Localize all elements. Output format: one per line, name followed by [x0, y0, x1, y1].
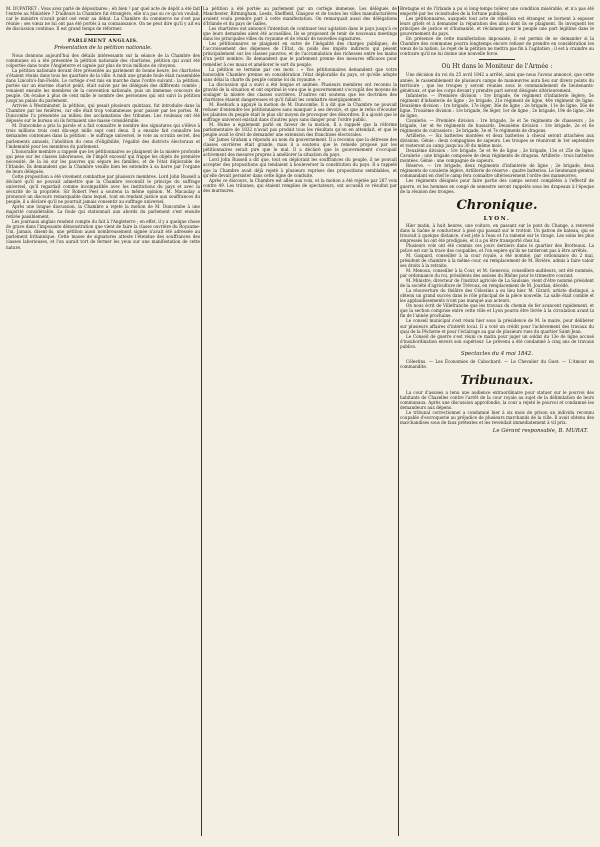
section-heading-tribunaux: Tribunaux.	[460, 372, 534, 387]
column-rule	[398, 6, 399, 836]
section-heading-spectacles: Spectacles du 4 mai 1842.	[460, 350, 534, 357]
section-heading-chronique: Chronique.	[456, 197, 538, 213]
column-2	[203, 6, 397, 836]
column-3	[400, 6, 594, 836]
gerant-signature-line: Le Gérant responsable, B. MURAT.	[492, 428, 588, 435]
paragraph: M. Duncombe a pris la parole et a fait connaître le nombre des signatures qui s'élève à trois millions trois cent dix-sept mille sept cent deux. Il a ensuite fait connaître les demandes contenues dans la pétition : le suffrage universel, le vote au scrutin secret, des parlements annuels, l'abolition du cens d'éligibilité, l'égalité des districts électoraux et l'indemnité pour les membres du parlement.	[6, 123, 200, 149]
paragraph: La cour d'assises a tenu une audience extraordinaire pour statuer sur le pourvoi des habitants de Chazelles contre l'arrêt de la cour royale au sujet de la délimitation de leurs communaux. Après une discussion approfondie, la cour a rejeté le pourvoi et condamné les demandeurs aux dépens.	[399, 389, 594, 410]
paragraph: On nous écrit de Villefranche que les travaux du chemin de fer avancent rapidement, et que la section comprise entre cette ville et Lyon pourra être livrée à la circulation avant la fin de l'année prochaine.	[399, 303, 594, 319]
lead-paragraph: M. DUPATRET : Vous avez parlé de dépositaires ; eh bien ! par quel acte de dépôt a été fait l'entrée au Ministère ? D'ailleurs la Chambre fut étrangère, elle n'a pas su ce qu'on voulait, car le ministre n'avait point osé venir au débat. La Chambre du commerce ne s'est pas réunie ; ses vœux ne lui ont pas été portés à sa connaissance. On ne peut dire qu'il y ait eu de discussion continue. Il est grand temps de réformer.	[6, 6, 200, 32]
section-heading-parlement: PARLEMENT ANGLAIS.	[67, 38, 139, 45]
paragraph: La réouverture du théâtre des Célestins a eu lieu hier. M. Girard, artiste distingué, a obtenu un grand succès dans le rôle principal de la pièce nouvelle. La salle était comble et les applaudissements n'ont pas manqué aux acteurs.	[399, 288, 594, 304]
paragraph: En présence de cette manifestation imposante, il est permis de se demander si la Chambre des communes pourra longtemps encore refuser de prendre en considération les vœux de la nation. Le rejet de la pétition ne mettra pas fin à l'agitation ; il est à craindre au contraire qu'il ne lui donne une nouvelle force.	[399, 36, 594, 57]
paragraph: M. Hume a également parlé en faveur de la motion. Il a rappelé que la réforme parlementaire de 1832 n'avait pas produit tous les résultats qu'on en attendait, et que le peuple avait le droit de demander une extension des franchises électorales.	[202, 122, 397, 138]
paragraph: Les chartistes ont annoncé l'intention de continuer leur agitation dans le pays jusqu'à ce que leurs demandes aient été accueillies. Ils se proposent de tenir de nouveaux meetings dans les principales villes du royaume et de réunir de nouvelles signatures.	[202, 26, 397, 42]
paragraph: Une décision du roi du 25 avril 1842 a arrêté, ainsi que nous l'avons annoncé, que cette année, le rassemblement de plusieurs camps de manœuvres aura lieu sur divers points du territoire ; que les troupes y seront réunies sous le commandement de lieutenants-généraux, et que les corps devant y prendre part seront désignés ultérieurement.	[399, 72, 594, 93]
paragraph: L'honorable membre a rappelé que les pétitionnaires se plaignent de la misère profonde qui pèse sur les classes laborieuses, de l'impôt excessif qui frappe les objets de première nécessité, de la loi sur les pauvres qui sépare les familles, et de l'état déplorable de l'Irlande. Ils demandent que la Chambre veuille bien les entendre à sa barre par l'organe de leurs délégués.	[6, 148, 200, 174]
columns	[6, 6, 594, 836]
spectacles-listing: Célestins. — Les Économies de Cabochard. — Le Chevalier du Guet. — L'Amour en commandite.	[399, 358, 594, 369]
paragraph: Le conseil municipal s'est réuni hier sous la présidence de M. le maire, pour délibérer sur plusieurs affaires d'intérêt local. Il a voté un crédit pour l'achèvement des travaux du quai de la Pêcherie et pour l'éclairage au gaz de plusieurs rues du quartier Saint-Jean.	[399, 318, 594, 334]
column-rule	[201, 6, 202, 836]
section-subheading: Présentation de la pétition nationale.	[54, 45, 152, 52]
paragraph: Artillerie. — Six batteries montées et deux batteries à cheval seront attachées aux divisions. Génie : deux compagnies de sapeurs. Les troupes se réuniront le 1er septembre et resteront au camp jusqu'au 30 du même mois.	[399, 133, 594, 149]
paragraph: Arrivée à Westminster, la pétition, qui pesait plusieurs quintaux, fut introduite dans la Chambre par les fenêtres, car elle était trop volumineuse pour passer par les portes. M. Duncombe l'a présentée au milieu des acclamations des tribunes. Les rouleaux ont été déposés sur le bureau où ils formaient une masse considérable.	[6, 103, 200, 124]
paragraph: Après ce discours, la Chambre est allée aux voix, et la motion a été rejetée par 287 voix contre 49. Les tribunes, qui étaient remplies de spectateurs, ont accueilli ce résultat par des murmures.	[202, 177, 397, 193]
section-heading-lyon: LYON.	[483, 215, 511, 222]
paragraph: Le tribunal correctionnel a condamné hier à six mois de prison un individu reconnu coupable d'escroquerie au préjudice de plusieurs marchands de la ville. Il avait obtenu des marchandises sous de faux prétextes et les revendait immédiatement à vil prix.	[399, 410, 594, 426]
paragraph: M. Roebuck a appuyé la motion de M. Duncombe. Il a dit que la Chambre ne pouvait refuser d'entendre les pétitionnaires sans manquer à ses devoirs, et que le refus d'écouter les plaintes du peuple était le plus sûr moyen de provoquer des désordres. Il a ajouté que le suffrage universel existait dans d'autres pays sans danger pour l'ordre public.	[202, 101, 397, 123]
divider	[85, 34, 121, 35]
paragraph: Les pétitionnaires, auxquels tout acte de rébellion est étranger, se bornent à exposer leurs griefs et à demander la réparation des abus dont ils se plaignent. Ils invoquent les principes de justice et d'humanité, et réclament pour le peuple une part légitime dans le gouvernement du pays.	[399, 16, 594, 37]
paragraph: La discussion qui a suivi a été longue et animée. Plusieurs membres ont reconnu la gravité de la situation et ont exprimé le vœu que le gouvernement s'occupât des moyens de soulager la misère des classes ouvrières. D'autres ont soutenu que les doctrines des chartistes étaient dangereuses et qu'il fallait les combattre énergiquement.	[202, 81, 397, 102]
paragraph: Les pétitionnaires se plaignent en outre de l'inégalité des charges publiques, de l'accroissement des dépenses de l'État, du poids des impôts indirects qui pèsent principalement sur les classes pauvres, et de l'accumulation des richesses entre les mains d'un petit nombre. Ils demandent que le parlement prenne des mesures efficaces pour remédier à ces maux et améliorer le sort du peuple.	[202, 41, 397, 67]
paragraph: M. Ministre, directeur de l'institut agricole de La Saulsaie, vient d'être nommé président de la société d'agriculture de Trévoux, en remplacement de M. Jourdan, décédé.	[399, 278, 594, 289]
paragraph: Après une longue discussion, la Chambre a rejeté la motion de M. Duncombe à une majorité considérable. La foule qui stationnait aux abords du parlement s'est ensuite retirée paisiblement.	[6, 204, 200, 220]
paragraph: Sir James Graham a répondu au nom du gouvernement. Il a reconnu que la détresse des classes ouvrières était grande, mais il a soutenu que le remède proposé par les pétitionnaires serait pire que le mal. Il a déclaré que le gouvernement s'occupait activement des mesures propres à améliorer la situation du pays.	[202, 137, 397, 158]
column-1	[6, 6, 200, 836]
section-heading-armee: Où Ht dans le Moniteur de l'Armée :	[441, 63, 553, 71]
divider	[479, 59, 515, 60]
paragraph: La pétition nationale devant être présentée au parlement de bonne heure, les chartistes s'étaient réunis dans tous les quartiers de la ville. A midi une grande foule était rassemblée dans Lincoln's-Inn-Fields. Le cortège s'est mis en marche dans l'ordre suivant : la pétition, portée sur un énorme chariot peint, était suivie par les délégués des différents comtés ; venaient ensuite les membres de la convention nationale, puis un immense concours de peuple. On évalue à plus de cent mille le nombre des personnes qui ont suivi la pétition jusqu'au palais du parlement.	[6, 67, 200, 104]
paragraph: La pétition se termine par ces mots : « Vos pétitionnaires demandent que votre honorable Chambre prenne en considération l'état déplorable du pays, et qu'elle adopte sans délai la charte du peuple comme loi du royaume. »	[202, 66, 397, 82]
paragraph: M. Menoux, conseiller à la Cour, et M. Genevois, conseillers-auditeurs, ont été nommés, par ordonnance du roi, présidents des assises du Rhône pour le trimestre courant.	[399, 268, 594, 279]
paragraph: La pétition a été portée au parlement par un cortège immense. Les délégués de Manchester, Birmingham, Leeds, Sheffield, Glasgow et de toutes les villes manufacturières avaient voulu prendre part à cette manifestation. On remarquait aussi des délégations d'Irlande et du pays de Galles.	[202, 6, 397, 27]
paragraph: Le Conseil de guerre s'est réuni ce matin pour juger un soldat du 13e de ligne accusé d'insubordination envers son supérieur. Le prévenu a été condamné à cinq ans de travaux publics.	[399, 333, 594, 349]
paragraph: Hier matin, à huit heures, une voiture, en passant sur le pont du Change, a renversé dans la Saône le conducteur à pied qui passait sur le trottoir. Un patron de bateau, qui se trouvait à quelque distance, s'est jeté à l'eau et l'a ramené sur le rivage. Les soins les plus empressés lui ont été prodigués, et il a pu être transporté chez lui.	[399, 222, 594, 243]
paragraph: Deuxième division : 1re brigade, 5e et 9e de ligne ; 2e brigade, 13e et 25e de ligne. Cavalerie : une brigade composée de deux régiments de dragons. Artillerie : trois batteries montées. Génie : une compagnie de sapeurs.	[399, 148, 594, 164]
paragraph: Cavalerie. — Première division : 1re brigade, 3e et 5e régiments de chasseurs ; 2e brigade, 1er et 4e régiments de hussards. Deuxième division : 1re brigade, 2e et 6e régiments de cuirassiers ; 2e brigade, 3e et 7e régiments de dragons.	[399, 117, 594, 133]
lead-paragraph: Bretagne et de l'Irlande a pu si long-temps tolérer une condition misérable, et n'a pas été emporté par les vicissitudes de la fortune publique.	[399, 6, 594, 17]
paragraph: Nous donnons aujourd'hui des détails intéressants sur la séance de la Chambre des communes où a été présentée la pétition nationale des chartistes, pétition qui avait été colportée dans toute l'Angleterre et signée par plus de trois millions de citoyens.	[6, 52, 200, 68]
paragraph: M. Gaspard, conseiller à la cour royale, a été nommé, par ordonnance du 2 mai, président de chambre à la même cour, en remplacement de M. Rivière, admis à faire valoir ses droits à la retraite.	[399, 252, 594, 268]
paragraph: Cette proposition a été vivement combattue par plusieurs membres. Lord John Russell a déclaré qu'il ne pouvait admettre que la Chambre reconnût le principe du suffrage universel, qu'il regardait comme incompatible avec les institutions du pays et avec la sécurité de la propriété. Sir Robert Peel a soutenu la même opinion. M. Macaulay a prononcé un discours remarquable dans lequel, tout en rendant justice aux souffrances du peuple, il a déclaré qu'il ne pourrait jamais consentir au suffrage universel.	[6, 173, 200, 205]
paragraph: Les régiments désignés pour faire partie des camps seront complétés à l'effectif de guerre, et les hommes en congé de semestre seront rappelés sous les drapeaux à l'époque de la réunion des troupes.	[399, 178, 594, 194]
paragraph: Lord John Russell a dit que, tout en déplorant les souffrances du peuple, il ne pouvait accepter des propositions qui tendaient à bouleverser la constitution du pays. Il a rappelé que la Chambre avait déjà rejeté à plusieurs reprises des propositions semblables, et qu'elle devait persister dans cette ligne de conduite.	[202, 157, 397, 178]
paragraph: Infanterie. — Première division : 1re brigade, 6e régiment d'infanterie légère, 5e régiment d'infanterie de ligne ; 2e brigade, 21e régiment de ligne, 40e régiment de ligne. Deuxième division : 1re brigade, 17e léger, 36e de ligne ; 2e brigade, 11e de ligne, 56e de ligne. Troisième division : 1re brigade, 8e léger, 1er de ligne ; 2e brigade, 19e de ligne, 24e de ligne.	[399, 92, 594, 118]
paragraph: Plusieurs vols ont été commis ces jours derniers dans le quartier des Brotteaux. La police est sur la trace des coupables, et l'on espère qu'ils ne tarderont pas à être arrêtés.	[399, 242, 594, 253]
paragraph: Les journaux anglais rendent compte du fait à l'Angleterre ; en effet, il y a quelque chose de grave dans l'imposante démonstration que vient de faire la classe ouvrière du Royaume-Uni. Jamais, disent-ils, une pétition aussi nombreusement signée n'avait été adressée au parlement britannique. Cette masse de signatures atteste l'étendue des souffrances des classes laborieuses, et l'on aurait tort de fermer les yeux sur une manifestation de cette nature.	[6, 219, 200, 250]
paragraph: Réserve. — 1re brigade, deux régiments d'infanterie de ligne ; 2e brigade, deux régiments de cavalerie légère. Artillerie de réserve : quatre batteries. Le lieutenant-général commandant en chef le camp fera connaître ultérieurement l'ordre des manœuvres.	[399, 163, 594, 179]
